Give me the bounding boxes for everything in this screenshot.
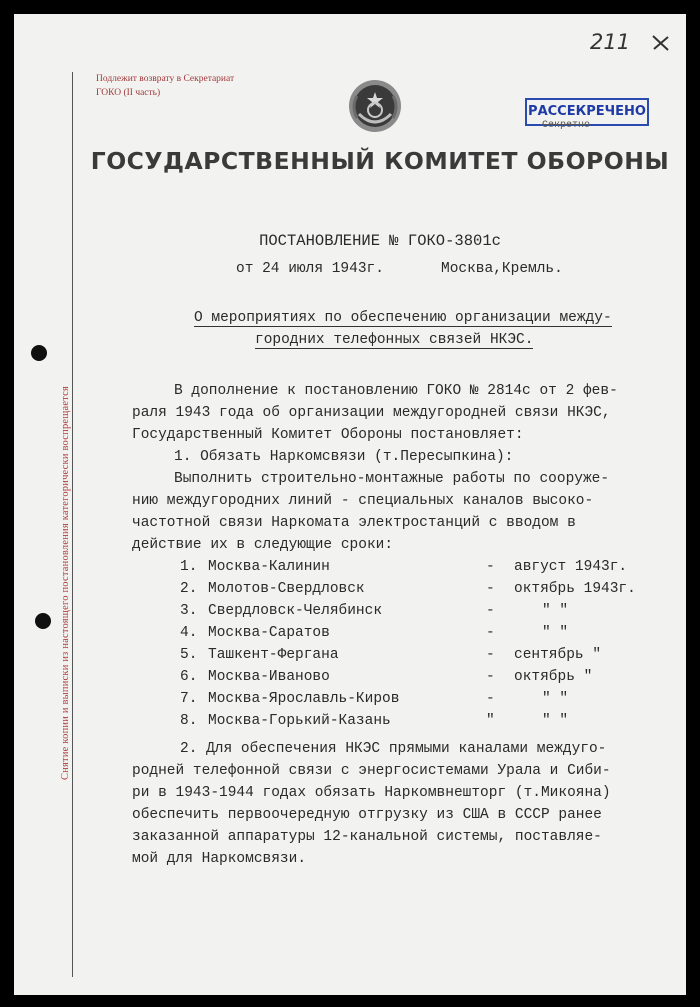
schedule-route: Свердловск-Челябинск xyxy=(208,603,383,619)
schedule-term: " " xyxy=(542,625,569,641)
schedule-route: Москва-Горький-Казань xyxy=(208,713,391,729)
body-line: частотной связи Наркомата электростанций с вводом в xyxy=(132,515,576,531)
decree-date: от 24 июля 1943г. xyxy=(236,261,384,277)
archive-number: 211 xyxy=(590,30,672,54)
schedule-dash: " xyxy=(486,713,495,729)
schedule-dash: - xyxy=(486,647,495,663)
body-line: нию междугородних линий - специальных каналов высоко- xyxy=(132,493,594,509)
schedule-route: Москва-Калинин xyxy=(208,559,330,575)
schedule-number: 7. xyxy=(180,691,198,707)
schedule-term: октябрь 1943г. xyxy=(514,581,636,597)
schedule-number: 6. xyxy=(180,669,198,685)
schedule-dash: - xyxy=(486,581,495,597)
schedule-number: 5. xyxy=(180,647,198,663)
schedule-dash: - xyxy=(486,669,495,685)
schedule-number: 2. xyxy=(180,581,198,597)
schedule-route: Ташкент-Фергана xyxy=(208,647,339,663)
body-line: обеспечить первоочередную отгрузку из США в СССР ранее xyxy=(132,807,602,823)
body-line: 1. Обязать Наркомсвязи (т.Пересыпкина): xyxy=(174,449,514,465)
schedule-dash: - xyxy=(486,625,495,641)
struck-classification: Секретно xyxy=(542,120,591,131)
ussr-emblem-icon xyxy=(345,74,405,134)
schedule-term: август 1943г. xyxy=(514,559,628,575)
handwritten-mark-icon xyxy=(650,34,672,52)
body-line: заказанной аппаратуры 12-канальной системы, поставляе- xyxy=(132,829,602,845)
side-note: Снятие копии и выписки из настоящего постановления категорически воспрещается xyxy=(60,385,71,780)
schedule-term: " " xyxy=(542,603,569,619)
schedule-number: 3. xyxy=(180,603,198,619)
schedule-term: сентябрь " xyxy=(514,647,602,663)
schedule-route: Москва-Иваново xyxy=(208,669,330,685)
body-line: Выполнить строительно-монтажные работы по сооруже- xyxy=(174,471,610,487)
body-line: родней телефонной связи с энергосистемами Урала и Сиби- xyxy=(132,763,611,779)
schedule-term: октябрь " xyxy=(514,669,593,685)
schedule-number: 4. xyxy=(180,625,198,641)
body-line: раля 1943 года об организации междугородней связи НКЭС, xyxy=(132,405,611,421)
schedule-number: 1. xyxy=(180,559,198,575)
schedule-dash: - xyxy=(486,603,495,619)
return-note: Подлежит возврату в Секретариат ГОКО (II часть) xyxy=(96,74,235,98)
schedule-term: " " xyxy=(542,691,569,707)
declassified-stamp: РАССЕКРЕЧЕНО xyxy=(525,98,649,126)
decree-place: Москва,Кремль. xyxy=(441,261,563,277)
document-page xyxy=(14,14,686,995)
schedule-route: Москва-Ярославль-Киров xyxy=(208,691,400,707)
schedule-dash: - xyxy=(486,691,495,707)
decree-title: ПОСТАНОВЛЕНИЕ № ГОКО-3801с xyxy=(259,232,501,250)
body-line: В дополнение к постановлению ГОКО № 2814с от 2 фев- xyxy=(174,383,618,399)
body-line: Государственный Комитет Обороны постановляет: xyxy=(132,427,524,443)
body-line: 2. Для обеспечения НКЭС прямыми каналами междуго- xyxy=(180,741,607,757)
body-line: ри в 1943-1944 годах обязать Наркомвнешторг (т.Микояна) xyxy=(132,785,611,801)
punch-hole xyxy=(31,345,47,361)
subject-line: городних телефонных связей НКЭС. xyxy=(255,332,534,348)
punch-hole xyxy=(35,613,51,629)
schedule-dash: - xyxy=(486,559,495,575)
schedule-number: 8. xyxy=(180,713,198,729)
schedule-term: " " xyxy=(542,713,569,729)
subject-line: О мероприятиях по обеспечению организации между- xyxy=(194,310,612,326)
margin-line xyxy=(72,72,73,977)
schedule-route: Москва-Саратов xyxy=(208,625,330,641)
schedule-route: Молотов-Свердловск xyxy=(208,581,365,597)
committee-title: ГОСУДАРСТВЕННЫЙ КОМИТЕТ ОБОРОНЫ xyxy=(90,147,670,175)
body-line: мой для Наркомсвязи. xyxy=(132,851,307,867)
body-line: действие их в следующие сроки: xyxy=(132,537,394,553)
